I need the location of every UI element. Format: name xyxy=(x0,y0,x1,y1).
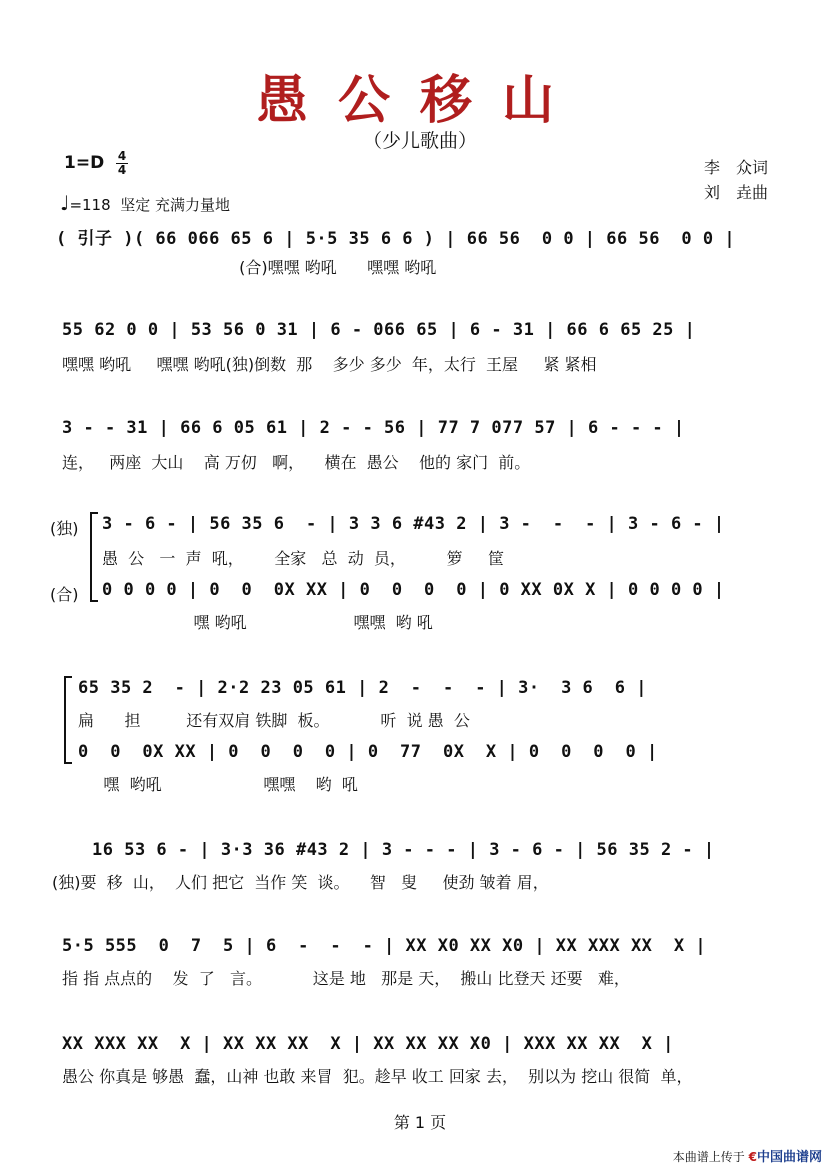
notation-row: 16 53 6 - | 3·3 36 #43 2 | 3 - - - | 3 - 6 - | 56 35 2 - | xyxy=(92,840,715,860)
tempo-value: =118 xyxy=(69,196,111,214)
notation-row: 3 - 6 - | 56 35 6 - | 3 3 6 #43 2 | 3 - - - | 3 - 6 - | xyxy=(102,514,725,534)
notation-row: XX XXX XX X | XX XX XX X | XX XX XX X0 | XXX XX XX X | xyxy=(62,1034,674,1054)
notation-row: ( 引子 )( 66 066 65 6 | 5·5 35 6 6 ) | 66 56 0 0 | 66 56 0 0 | xyxy=(56,229,736,249)
lyricist-credit: 李 众词 xyxy=(704,158,769,177)
song-subtitle: （少儿歌曲） xyxy=(362,130,477,152)
notation-row: 0 0 0X XX | 0 0 0 0 | 0 77 0X X | 0 0 0 0 | xyxy=(78,742,658,762)
system-bracket xyxy=(90,512,98,602)
lyrics-row: 愚 公 一 声 吼， 全家 总 动 员， 箩 筐 xyxy=(102,549,505,568)
notation-row: 3 - - 31 | 66 6 05 61 | 2 - - 56 | 77 7 077 57 | 6 - - - | xyxy=(62,418,685,438)
tempo-text: 坚定 充满力量地 xyxy=(120,196,230,214)
solo-part-label: (独) xyxy=(50,519,79,538)
lyrics-row: 指 指 点点的 发 了 言。 这是 地 那是 天， 搬山 比登天 还要 难， xyxy=(62,969,630,988)
lyrics-row: 嘿嘿 哟吼 嘿嘿 哟吼(独)倒数 那 多少 多少 年，太行 王屋 紧 紧相 xyxy=(62,355,597,374)
tempo-marking xyxy=(60,191,230,215)
key-signature: 1=D xyxy=(64,153,105,173)
lyrics-row: 连， 两座 大山 高 万仞 啊， 横在 愚公 他的 家门 前。 xyxy=(62,453,531,472)
notation-row: 5·5 555 0 7 5 | 6 - - - | XX X0 XX X0 | XX XXX XX X | xyxy=(62,936,707,956)
time-signature xyxy=(116,150,128,177)
notation-row: 0 0 0 0 | 0 0 0X XX | 0 0 0 0 | 0 XX 0X X | 0 0 0 0 | xyxy=(102,580,725,600)
chorus-part-label: (合) xyxy=(50,585,79,604)
time-sig-bottom: 4 xyxy=(117,163,127,177)
lyrics-row: 嘿 哟吼 嘿嘿 哟 吼 xyxy=(102,613,433,632)
upload-note xyxy=(673,1146,822,1165)
brand-name: 中国曲谱网 xyxy=(756,1150,822,1165)
composer-credit: 刘 垚曲 xyxy=(704,183,769,202)
brand-logo-icon: € xyxy=(748,1150,757,1164)
lyrics-row: (合)嘿嘿 哟吼 嘿嘿 哟吼 xyxy=(56,258,437,277)
lyrics-row: (独)要 移 山， 人们 把它 当作 笑 谈。 智 叟 使劲 皱着 眉， xyxy=(52,873,549,892)
notation-row: 55 62 0 0 | 53 56 0 31 | 6 - 066 65 | 6 - 31 | 66 6 65 25 | xyxy=(62,320,696,340)
page-number: 第 1 页 xyxy=(393,1113,447,1132)
lyrics-row: 扁 担 还有双肩 铁脚 板。 听 说 愚 公 xyxy=(78,711,470,730)
quarter-note-icon: ♩ xyxy=(60,191,70,215)
system-bracket xyxy=(64,676,72,764)
song-title: 愚公移山 xyxy=(255,70,584,131)
lyrics-row: 嘿 哟吼 嘿嘿 哟 吼 xyxy=(78,775,358,794)
upload-text: 本曲谱上传于 xyxy=(672,1150,745,1164)
notation-row: 65 35 2 - | 2·2 23 05 61 | 2 - - - | 3· 3 6 6 | xyxy=(78,678,647,698)
time-sig-top: 4 xyxy=(117,149,127,163)
lyrics-row: 愚公 你真是 够愚 蠢，山神 也敢 来冒 犯。趁早 收工 回家 去， 别以为 挖山 很简 单， xyxy=(62,1067,693,1086)
